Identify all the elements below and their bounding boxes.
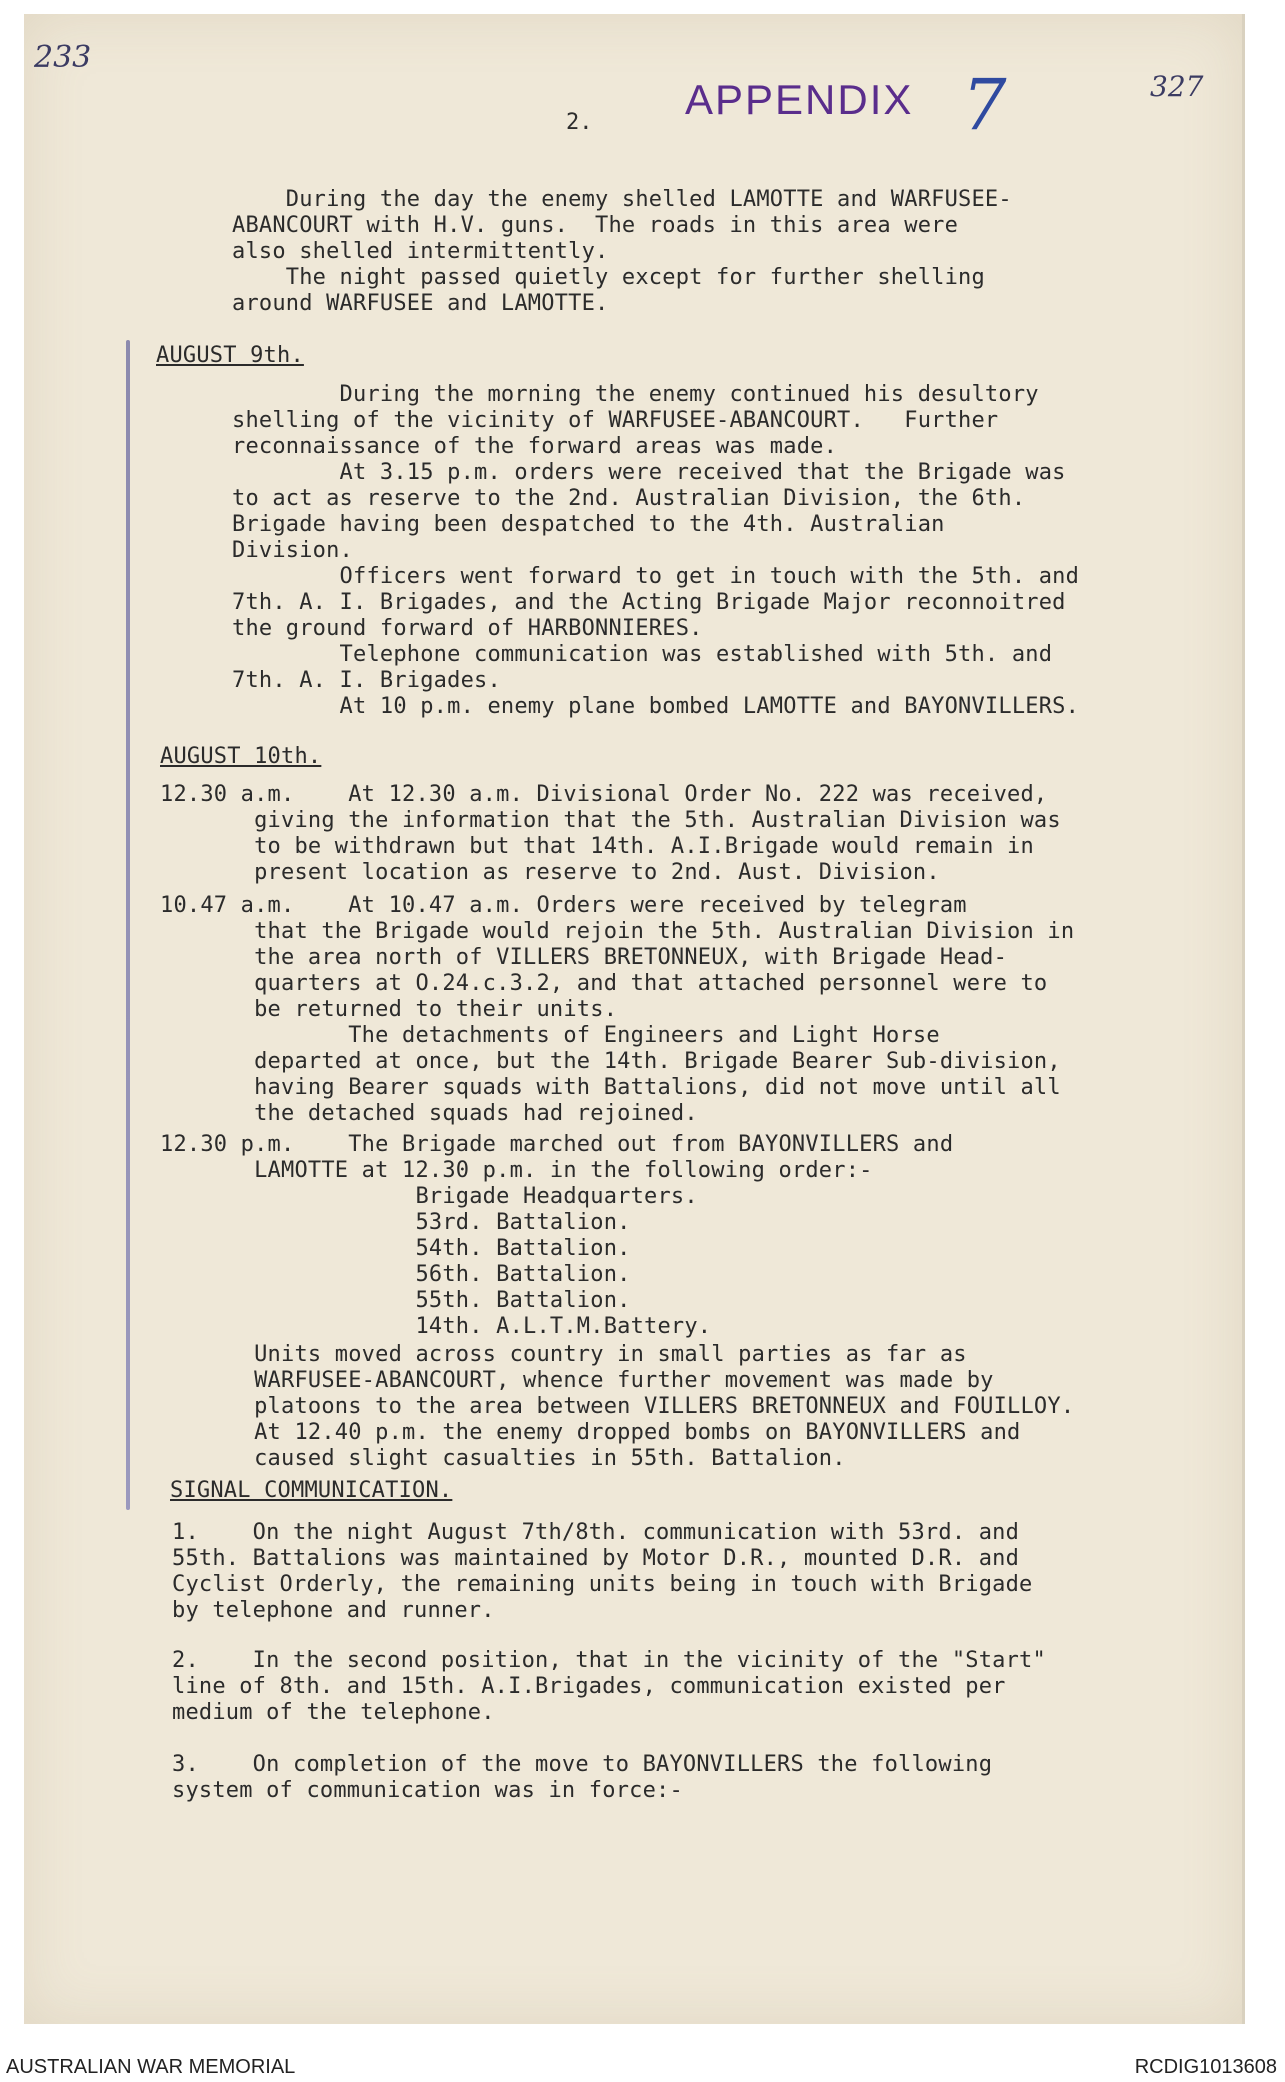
aug9-line: At 10 p.m. enemy plane bombed LAMOTTE and BAYONVILLERS.: [232, 694, 1080, 719]
aug10-line: quarters at O.24.c.3.2, and that attached personnel were to: [160, 971, 1048, 996]
aug10-line: Brigade Headquarters.: [160, 1184, 698, 1209]
aug9-line: 7th. A. I. Brigades.: [232, 668, 501, 693]
folio-mark-left: 233: [34, 40, 92, 75]
signal-para1-line: 1. On the night August 7th/8th. communication with 53rd. and: [172, 1520, 1020, 1545]
aug10-line: platoons to the area between VILLERS BRETONNEUX and FOUILLOY.: [160, 1394, 1075, 1419]
aug10-line: 54th. Battalion.: [160, 1236, 631, 1261]
aug10-line: 14th. A.L.T.M.Battery.: [160, 1314, 712, 1339]
intro-line: also shelled intermittently.: [232, 239, 609, 264]
signal-para3-line: system of communication was in force:-: [172, 1778, 683, 1803]
footer-record-id: RCDIG1013608: [1134, 2056, 1277, 2078]
aug9-line: Division.: [232, 538, 354, 563]
aug10-line: that the Brigade would rejoin the 5th. Australian Division in: [160, 919, 1075, 944]
footer-archive-name: AUSTRALIAN WAR MEMORIAL: [6, 2056, 296, 2078]
aug10-line: Units moved across country in small parties as far as: [160, 1342, 967, 1367]
aug10-line: At 12.40 p.m. the enemy dropped bombs on BAYONVILLERS and: [160, 1420, 1021, 1445]
aug10-line: having Bearer squads with Battalions, did not move until all: [160, 1075, 1061, 1100]
page-number: 2.: [566, 110, 593, 135]
signal-para2-line: 2. In the second position, that in the vicinity of the "Start": [172, 1648, 1046, 1673]
aug9-line: shelling of the vicinity of WARFUSEE-ABANCOURT. Further: [232, 408, 999, 433]
signal-para2-line: line of 8th. and 15th. A.I.Brigades, communication existed per: [172, 1674, 1006, 1699]
aug10-line: giving the information that the 5th. Australian Division was: [160, 808, 1061, 833]
aug9-line: Brigade having been despatched to the 4th. Australian: [232, 512, 945, 537]
signal-para1-line: 55th. Battalions was maintained by Motor D.R., mounted D.R. and: [172, 1546, 1020, 1571]
appendix-number: 7: [962, 64, 1007, 146]
aug10-line: departed at once, but the 14th. Brigade Bearer Sub-division,: [160, 1049, 1061, 1074]
aug10-line: caused slight casualties in 55th. Battalion.: [160, 1446, 846, 1471]
aug10-line: the detached squads had rejoined.: [160, 1101, 698, 1126]
intro-line: During the day the enemy shelled LAMOTTE and WARFUSEE-: [232, 187, 1012, 212]
appendix-stamp: APPENDIX: [685, 76, 914, 123]
aug10-line: the area north of VILLERS BRETONNEUX, with Brigade Head-: [160, 945, 1008, 970]
aug9-line: reconnaissance of the forward areas was made.: [232, 434, 838, 459]
intro-line: ABANCOURT with H.V. guns. The roads in this area were: [232, 213, 959, 238]
aug10-line: 53rd. Battalion.: [160, 1210, 631, 1235]
aug9-line: Officers went forward to get in touch with the 5th. and: [232, 564, 1080, 589]
aug10-line: LAMOTTE at 12.30 p.m. in the following order:-: [160, 1158, 873, 1183]
aug9-line: During the morning the enemy continued his desultory: [232, 382, 1039, 407]
aug10-line: 55th. Battalion.: [160, 1288, 631, 1313]
aug10-line: 10.47 a.m. At 10.47 a.m. Orders were received by telegram: [160, 893, 967, 918]
section-heading-aug9: AUGUST 9th.: [156, 343, 304, 368]
section-heading-aug10: AUGUST 10th.: [160, 744, 322, 769]
intro-line: The night passed quietly except for further shelling: [232, 265, 985, 290]
aug9-line: At 3.15 p.m. orders were received that the Brigade was: [232, 460, 1066, 485]
aug10-line: present location as reserve to 2nd. Aust. Division.: [160, 860, 940, 885]
aug9-line: the ground forward of HARBONNIERES.: [232, 616, 703, 641]
folio-mark-right: 327: [1150, 70, 1204, 103]
margin-line: [126, 340, 130, 1510]
signal-para2-line: medium of the telephone.: [172, 1700, 495, 1725]
signal-para1-line: Cyclist Orderly, the remaining units being in touch with Brigade: [172, 1572, 1033, 1597]
aug10-line: WARFUSEE-ABANCOURT, whence further movement was made by: [160, 1368, 994, 1393]
signal-para1-line: by telephone and runner.: [172, 1598, 495, 1623]
aug10-line: 12.30 p.m. The Brigade marched out from BAYONVILLERS and: [160, 1132, 954, 1157]
aug10-line: The detachments of Engineers and Light Horse: [160, 1023, 940, 1048]
intro-line: around WARFUSEE and LAMOTTE.: [232, 291, 609, 316]
aug9-line: Telephone communication was established with 5th. and: [232, 642, 1053, 667]
aug10-line: be returned to their units.: [160, 997, 618, 1022]
aug9-line: 7th. A. I. Brigades, and the Acting Brigade Major reconnoitred: [232, 590, 1066, 615]
signal-para3-line: 3. On completion of the move to BAYONVILLERS the following: [172, 1752, 993, 1777]
section-heading-signal: SIGNAL COMMUNICATION.: [170, 1478, 453, 1503]
aug9-line: to act as reserve to the 2nd. Australian Division, the 6th.: [232, 486, 1026, 511]
aug10-line: 12.30 a.m. At 12.30 a.m. Divisional Order No. 222 was received,: [160, 782, 1048, 807]
aug10-line: 56th. Battalion.: [160, 1262, 631, 1287]
aug10-line: to be withdrawn but that 14th. A.I.Brigade would remain in: [160, 834, 1034, 859]
